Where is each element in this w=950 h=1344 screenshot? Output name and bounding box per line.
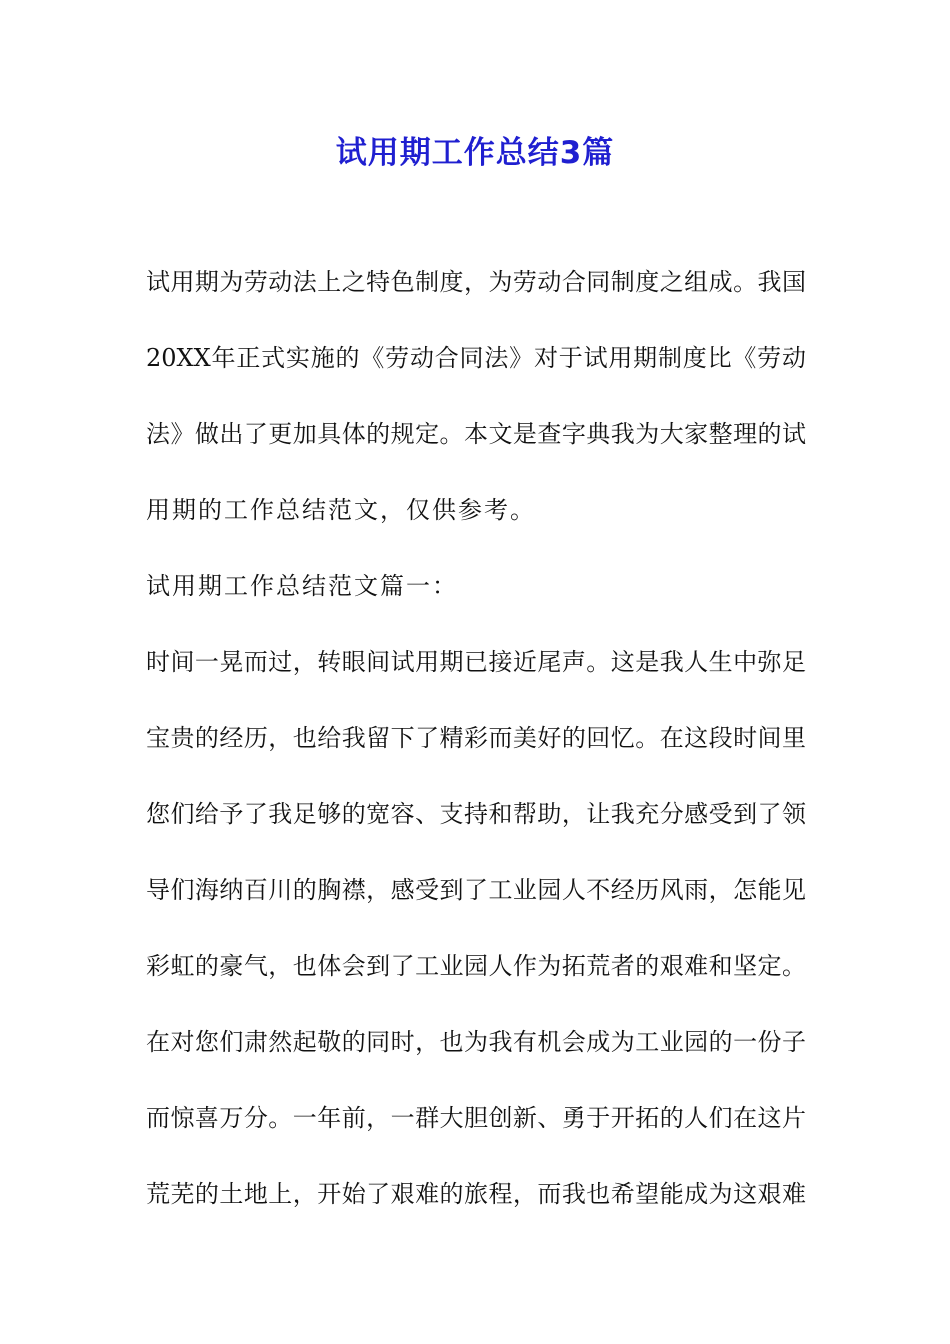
paragraph-line: 用期的工作总结范文，仅供参考。	[146, 496, 536, 524]
paragraph-line: 在对您们肃然起敬的同时，也为我有机会成为工业园的一份子	[146, 1028, 806, 1056]
paragraph-line: 20XX年正式实施的《劳动合同法》对于试用期制度比《劳动	[146, 344, 806, 372]
section-heading: 试用期工作总结范文篇一：	[146, 572, 458, 600]
paragraph-line: 而惊喜万分。一年前，一群大胆创新、勇于开拓的人们在这片	[146, 1104, 806, 1132]
paragraph-line: 荒芜的土地上，开始了艰难的旅程，而我也希望能成为这艰难	[146, 1180, 806, 1208]
paragraph-line: 导们海纳百川的胸襟，感受到了工业园人不经历风雨，怎能见	[146, 876, 806, 904]
paragraph-line: 您们给予了我足够的宽容、支持和帮助，让我充分感受到了领	[146, 800, 806, 828]
paragraph-line: 宝贵的经历，也给我留下了精彩而美好的回忆。在这段时间里	[146, 724, 806, 752]
paragraph-line: 法》做出了更加具体的规定。本文是查字典我为大家整理的试	[146, 420, 806, 448]
paragraph-line: 时间一晃而过，转眼间试用期已接近尾声。这是我人生中弥足	[146, 648, 806, 676]
paragraph-line: 试用期为劳动法上之特色制度，为劳动合同制度之组成。我国	[146, 268, 806, 296]
document-title: 试用期工作总结3篇	[335, 135, 615, 171]
paragraph-line: 彩虹的豪气，也体会到了工业园人作为拓荒者的艰难和坚定。	[146, 952, 806, 980]
